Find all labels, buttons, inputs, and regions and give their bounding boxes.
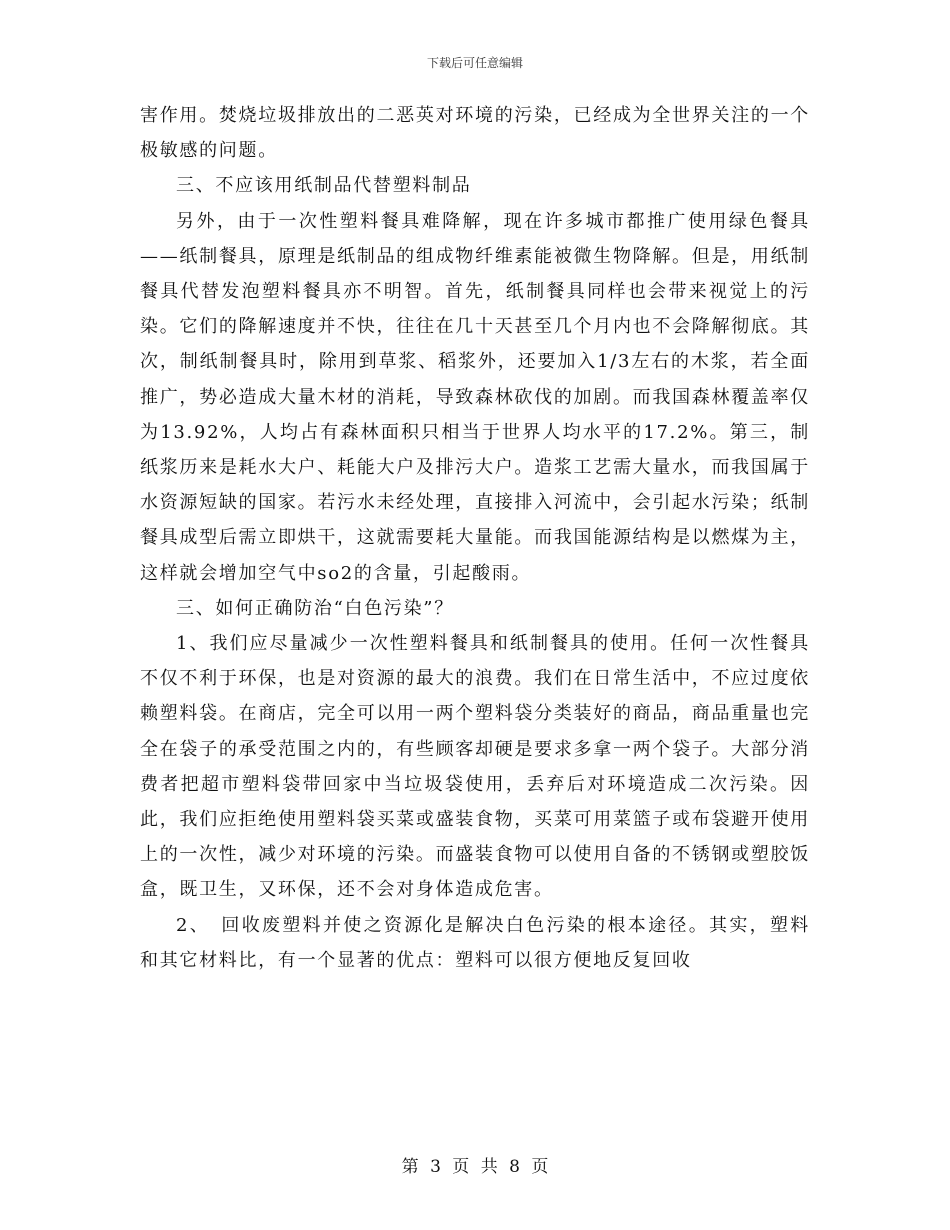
paragraph: 另外，由于一次性塑料餐具难降解，现在许多城市都推广使用绿色餐具——纸制餐具，原理是纸制品的组成物纤维素能被微生物降解。但是，用纸制餐具代替发泡塑料餐具亦不明智。首先，纸制餐具同样也会带来视觉上的污染。它们的降解速度并不快，往往在几十天甚至几个月内也不会降解彻底。其次，制纸制餐具时，除用到草浆、稻浆外，还要加入1/3左右的木浆，若全面推广，势必造成大量木材的消耗，导致森林砍伐的加剧。而我国森林覆盖率仅为13.92%，人均占有森林面积只相当于世界人均水平的17.2%。第三，制纸浆历来是耗水大户、耗能大户及排污大户。造浆工艺需大量水，而我国属于水资源短缺的国家。若污水未经处理，直接排入河流中，会引起水污染；纸制餐具成型后需立即烘干，这就需要耗大量能。而我国能源结构是以燃煤为主，这样就会增加空气中so2的含量，引起酸雨。	[140, 210, 810, 584]
paragraph-continuation: 害作用。焚烧垃圾排放出的二恶英对环境的污染，已经成为全世界关注的一个极敏感的问题。	[140, 105, 810, 162]
section-heading: 三、如何正确防治“白色污染”？	[176, 597, 454, 619]
paragraph: 1、我们应尽量减少一次性塑料餐具和纸制餐具的使用。任何一次性餐具不仅不利于环保，也是对资源的最大的浪费。我们在日常生活中，不应过度依赖塑料袋。在商店，完全可以用一两个塑料袋分类装好的商品，商品重量也完全在袋子的承受范围之内的，有些顾客却硬是要求多拿一两个袋子。大部分消费者把超市塑料袋带回家中当垃圾袋使用，丢弃后对环境造成二次污染。因此，我们应拒绝使用塑料袋买菜或盛装食物，买菜可用菜篮子或布袋避开使用上的一次性，减少对环境的污染。而盛装食物可以使用自备的不锈钢或塑胶饭盒，既卫生，又环保，还不会对身体造成危害。	[140, 633, 810, 901]
document-body	[140, 98, 810, 978]
page-number: 第 3 页 共 8 页	[401, 1157, 549, 1177]
paragraph: 2、 回收废塑料并使之资源化是解决白色污染的根本途径。其实，塑料和其它材料比，有一个显著的优点：塑料可以很方便地反复回收	[140, 914, 810, 971]
section-heading: 三、不应该用纸制品代替塑料制品	[176, 175, 472, 197]
page-header: 下载后可任意编辑	[426, 56, 523, 70]
